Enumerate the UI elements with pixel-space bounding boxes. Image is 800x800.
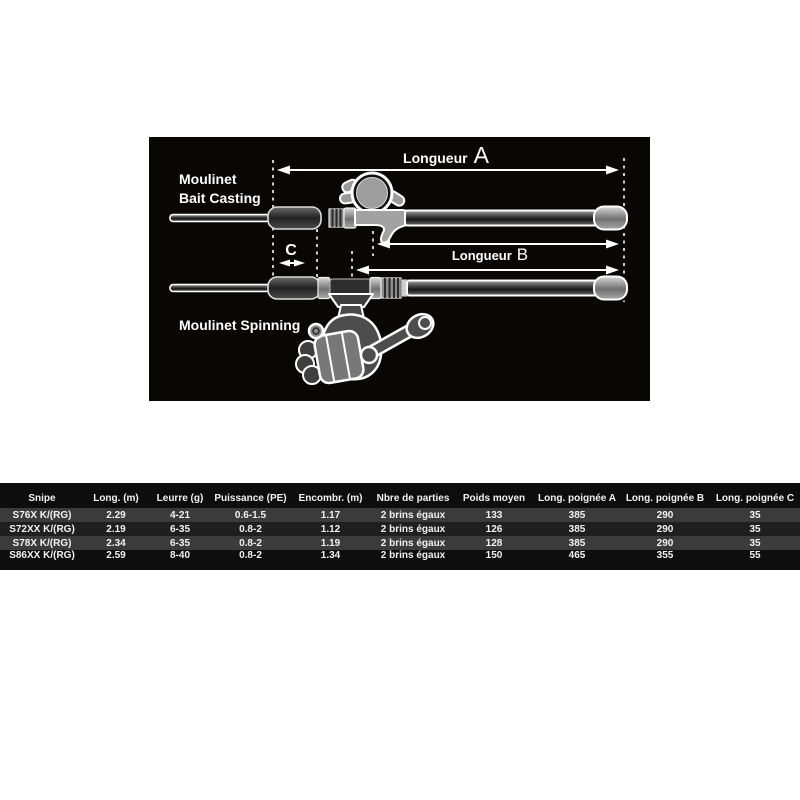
col-header-power: Puissance (PE) [214, 492, 287, 504]
cell: 290 [656, 537, 674, 549]
table-row [0, 522, 800, 536]
cell: 385 [568, 523, 586, 535]
col-header-weight: Poids moyen [462, 492, 526, 504]
cell: 8-40 [169, 550, 190, 561]
col-header-handle-c: Long. poignée C [715, 492, 795, 504]
bait-reel-seat-trigger [355, 210, 407, 243]
cell: 2.34 [106, 537, 126, 549]
cell: 1.19 [320, 537, 341, 549]
cell: 2.19 [106, 523, 126, 535]
spin-rod-tip [170, 285, 274, 292]
spin-rod-blank [407, 281, 597, 296]
cell: 0.8-2 [239, 523, 262, 535]
cell: 0.6-1.5 [234, 509, 267, 521]
cell: 1.12 [320, 523, 341, 535]
length-b-label: Longueur B [451, 245, 529, 264]
cell: 35 [749, 523, 761, 535]
cell: 2 brins égaux [380, 523, 446, 535]
cell: 290 [656, 509, 674, 521]
spinning-reel [296, 294, 438, 384]
baitcasting-reel [339, 173, 406, 213]
cell: 2 brins égaux [380, 509, 446, 521]
cell: 0.8-2 [239, 550, 262, 561]
arrowhead-left [277, 166, 290, 175]
rod-diagram [149, 137, 650, 401]
col-header-closed-length: Encombr. (m) [298, 492, 363, 504]
rod-diagram-panel [149, 137, 650, 401]
length-a-arrow [277, 166, 619, 175]
table-row [0, 508, 800, 522]
cell: 6-35 [169, 537, 190, 549]
length-b-arrow-spinning [356, 266, 619, 275]
reel-spool [313, 330, 365, 385]
baitcasting-label-line1: Moulinet [179, 171, 237, 187]
cell-model: S72XX K/(RG) [9, 523, 75, 535]
spin-butt-cap [594, 277, 627, 300]
col-header-model: Snipe [28, 492, 56, 504]
baitcasting-label-line2: Bait Casting [179, 190, 261, 206]
cell: 2 brins égaux [380, 550, 446, 561]
arrowhead-right [606, 166, 619, 175]
cell: 355 [656, 550, 674, 561]
bait-rod-blank [405, 211, 597, 226]
cell: 2.59 [106, 550, 126, 561]
c-label: C [285, 242, 297, 259]
bait-butt-cap [594, 207, 627, 230]
cell-model: S78X K/(RG) [12, 537, 72, 549]
cell: 35 [749, 537, 761, 549]
bait-rod-tip [170, 215, 274, 222]
cell: 385 [568, 537, 586, 549]
col-header-length: Long. (m) [93, 492, 139, 504]
baitcasting-rod-illustration [170, 173, 627, 243]
cell: 385 [568, 509, 586, 521]
cell: 55 [749, 550, 761, 561]
col-header-handle-a: Long. poignée A [538, 492, 616, 504]
cell: 133 [485, 509, 503, 521]
cell: 290 [656, 523, 674, 535]
col-header-handle-b: Long. poignée B [625, 492, 705, 504]
cell: 2.29 [106, 509, 126, 521]
cell: 128 [485, 537, 503, 549]
reel-bail-knob [309, 324, 323, 338]
cell: 1.17 [320, 509, 341, 521]
cell-model: S76X K/(RG) [12, 509, 72, 521]
col-header-pieces: Nbre de parties [376, 492, 450, 504]
cell: 1.34 [320, 550, 341, 561]
cell: 465 [568, 550, 586, 561]
cell: 126 [485, 523, 503, 535]
cell: 2 brins égaux [380, 537, 446, 549]
spinning-label: Moulinet Spinning [179, 317, 301, 333]
col-header-lure: Leurre (g) [156, 492, 204, 504]
c-arrow [279, 260, 305, 267]
spin-fore-grip [268, 277, 320, 299]
length-a-label: Longueur A [403, 142, 489, 168]
table-row [0, 536, 800, 550]
cell-model: S86XX K/(RG) [9, 550, 75, 561]
spec-table [0, 483, 800, 570]
cell: 4-21 [169, 509, 190, 521]
cell: 6-35 [169, 523, 190, 535]
reel-handle-axis [361, 347, 377, 363]
table-header-row [0, 483, 800, 508]
spin-ring-left [318, 278, 330, 299]
table-row [0, 550, 800, 566]
bait-fore-grip [268, 207, 321, 229]
cell: 150 [485, 550, 503, 561]
cell: 0.8-2 [239, 537, 262, 549]
cell: 35 [749, 509, 761, 521]
